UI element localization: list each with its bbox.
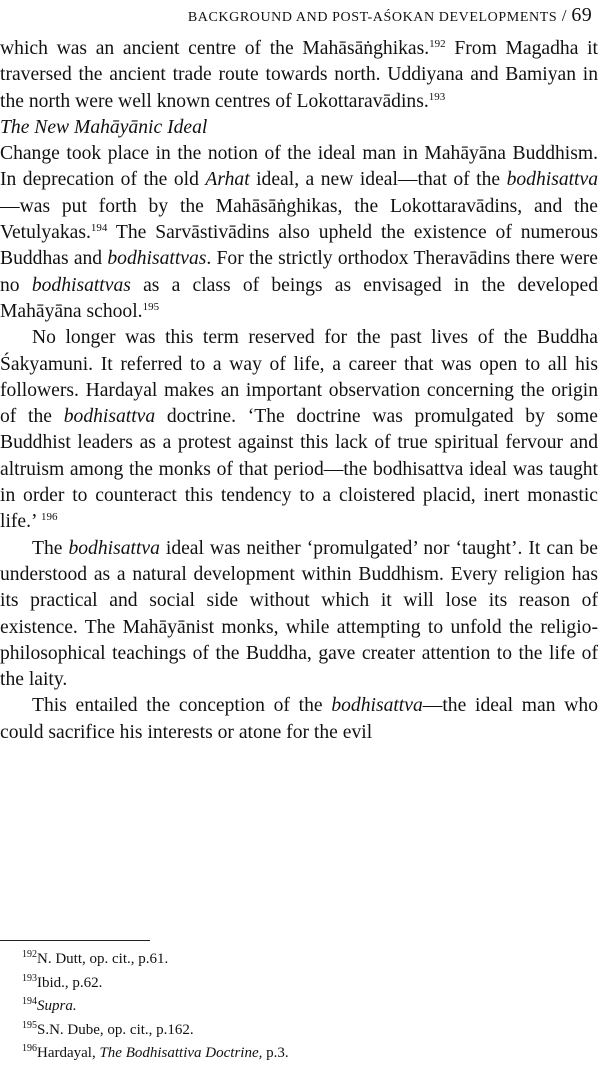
footnote-ref: 195: [142, 300, 160, 313]
text-run: ideal, a new ideal—that of the: [249, 169, 507, 191]
footnote-number: 194: [22, 996, 37, 1007]
text-run: ideal was neither ‘promulgated’ nor ‘taught’. It can be understood as a natural development within Buddhism. Every religion has its practical and social side without which it will lose its reason of existence. The Mahāyānist monks, while attempting to unfold the religio-philosophical teachings of the Buddha, gave creater attention to the life of the laity.: [0, 537, 598, 691]
footnote-number: 192: [22, 949, 37, 960]
footnotes: [22, 948, 582, 1066]
footnote-ref: 193: [428, 90, 446, 103]
text-run: The Sarvāstivādins also upheld the existence of numerous Buddhas and: [0, 222, 598, 270]
paragraph: [0, 536, 598, 694]
footnote-text: N. Dutt, op. cit., p.61.: [37, 951, 169, 967]
footnote-ref: 194: [90, 222, 108, 235]
italic-term: bodhisattva: [68, 537, 160, 559]
page-number: 69: [571, 4, 592, 26]
footnote-ref: 196: [40, 511, 58, 524]
footnote-number: 193: [22, 972, 37, 984]
body-text: [0, 36, 598, 746]
running-head-separator: /: [561, 6, 567, 25]
paragraph: [0, 693, 598, 746]
text-run: —was put forth by the Mahāsāṅghikas, the Lokottaravādins, and the Vetulyakas.: [0, 195, 598, 244]
text-run: This entailed the conception of the: [32, 695, 332, 717]
italic-term: bodhisattvas: [107, 248, 207, 270]
footnote-text: Ibid., p.62.: [37, 974, 103, 991]
text-run: From Magadha it traversed the ancient trade route towards north. Uddiyana and Bamiyan in the north were well known centres of Lokottaravādins.: [0, 38, 598, 112]
paragraph: [0, 325, 598, 535]
footnote-book-title: The Bodhisattiva Doctrine,: [99, 1045, 263, 1061]
text-run: The: [32, 537, 69, 559]
footnote: [22, 948, 582, 972]
footnote-ref: 192: [429, 38, 446, 50]
paragraph-continued: [0, 36, 598, 115]
text-run: Change took place in the notion of the ideal man in Mahāyāna Buddhism. In deprecation of the old: [0, 143, 598, 191]
italic-term: bodhisattvas: [31, 274, 131, 296]
text-run: No longer was this term reserved for the past lives of the Buddha Śakyamuni. It referred to a way of life, a career that was open to all his followers. Hardayal makes an important observation concerning the origin of the: [0, 327, 598, 428]
footnote: [22, 1042, 582, 1066]
running-head-title: BACKGROUND AND POST-AŚOKAN DEVELOPMENTS: [187, 10, 558, 25]
text-run: as a class of beings as envisaged in the developed Mahāyāna school.: [0, 274, 598, 322]
footnote-number: 195: [22, 1019, 37, 1031]
footnote: [22, 972, 582, 996]
footnote-number: 196: [22, 1043, 37, 1054]
footnote: [22, 1019, 582, 1043]
footnote-text: Hardayal,: [37, 1045, 100, 1061]
footnote-divider: [0, 940, 150, 941]
footnote-text: p.3.: [262, 1045, 289, 1061]
italic-term: Arhat: [205, 169, 250, 191]
running-head: [0, 4, 592, 29]
paragraph: [0, 141, 598, 325]
text-run: . For the strictly orthodox Theravādins there were no: [0, 248, 598, 296]
text-run: —the ideal man who could sacrifice his interests or atone for the evil: [0, 695, 598, 743]
italic-term: bodhisattva: [63, 406, 156, 428]
footnote: [22, 995, 582, 1019]
footnote-text: Supra.: [37, 998, 77, 1014]
text-run: which was an ancient centre of the Mahāsāṅghikas.: [0, 38, 430, 59]
italic-term: bodhisattva: [331, 695, 423, 717]
footnote-text: S.N. Dube, op. cit., p.162.: [37, 1021, 194, 1038]
italic-term: bodhisattva: [506, 169, 598, 191]
text-run: doctrine. ‘The doctrine was promulgated by some Buddhist leaders as a protest against this lack of true spiritual fervour and altruism among the monks of that period—the bodhisattva ideal was taught in order to counteract this tendency to a cloistered placid, inert monastic life.’: [0, 406, 598, 533]
section-heading: The New Mahāyānic Ideal: [0, 116, 208, 138]
